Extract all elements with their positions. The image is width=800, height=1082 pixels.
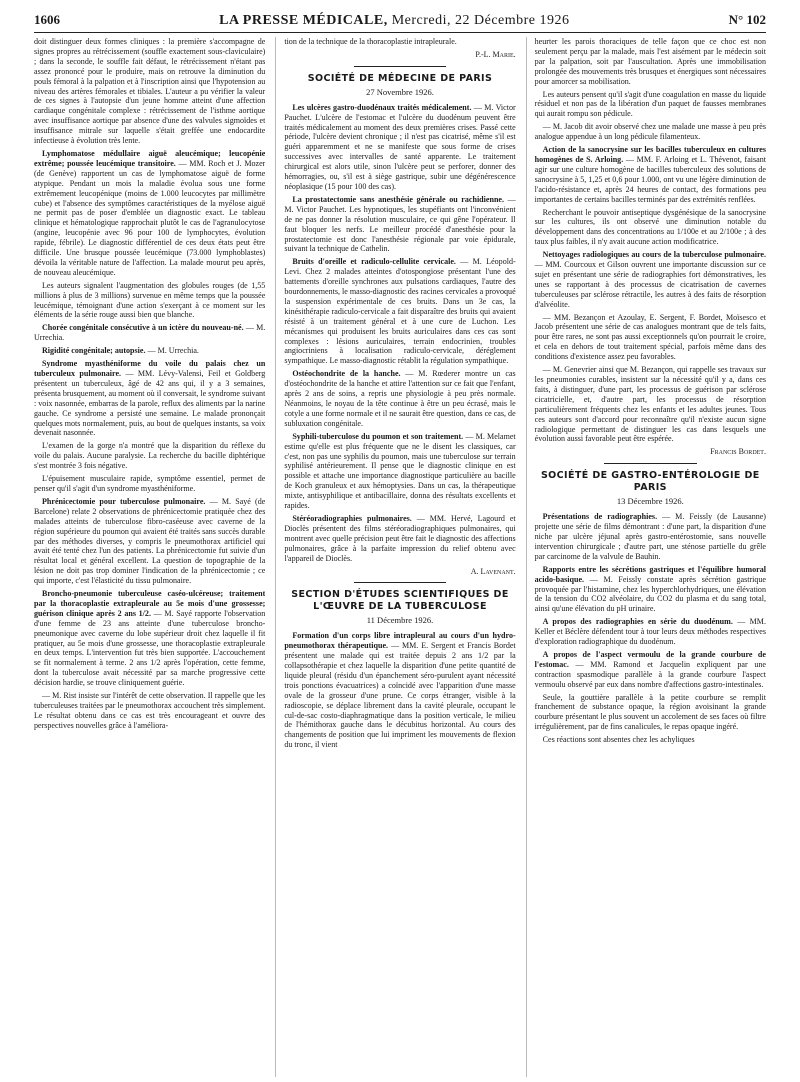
entry-text: — MM. E. Sergent et Francis Bordet présentent une malade qui est traitée depuis 2 ans 1/2 par la collapsothérapie et chez laquelle la disparition d'une petite quantité de liquide pleural (résidu d'un épanchement séro-purulent ayant nécessité trois ponctions évacuatrices) a coïncidé avec l'apparition d'une masse ovale de la grosseur d'une prune. Ce corps étranger, visible à la radioscopie, se déplace librement dans la cavité pleurale, occupant le cul-de-sac costo-diaphragmatique dans la position verticale, le milieu de l'hémithorax gauche dans le décubitus horizontal. Au cours des changements de position que lui impriment les mouvements de flexion du tronc, il vient	[284, 641, 516, 750]
entry-text: — M. Victor Pauchet. Les hypnotiques, les stupéfiants ont l'inconvénient de ne pas donner la résolution musculaire, ce qui gêne l'opérateur. Il faut bloquer les nerfs. Le meilleur procédé d'anesthésie pour la prostatectomie est donc l'anesthésie régionale par voie épidurale, suivant la technique de Cathelin.	[284, 194, 516, 254]
entry-text: — MM. F. Arloing et L. Thévenot, faisant agir sur une culture homogène de bacilles tuberculeux des solutions de sanocrysine à 5, 1,25 et 0,6 pour 1.000, ont vu une légère diminution de l'acido-résistance et, après 24 heures de contact, des formations peu importantes de certains bacilles terminés par des extrémités renflées.	[534, 154, 766, 204]
entry	[535, 650, 766, 690]
signature: Francis Bordet.	[710, 447, 766, 457]
entry-title: Ostéochondrite de la hanche.	[292, 369, 401, 379]
entry	[284, 631, 515, 750]
entry-title: A propos de l'aspect vermoulu de la grande courbure de l'estomac.	[534, 649, 766, 669]
entry	[535, 617, 766, 647]
column-2	[275, 37, 515, 1077]
entry-title: Les ulcères gastro-duodénaux traités médicalement.	[292, 102, 472, 112]
entry-text: — M. Sayé (de Barcelone) relate 2 observations de phrénicectomie pratiquée chez des malades atteints de tuberculose fibro-caséeuse avec caverne de la région supérieure du poumon qui avaient été traités sans succès durable par des méthodes diverses, y compris le pneumothorax artificiel qui avait été tenté chez l'un des patients. La phrénicectomie fut suivie d'un résultat local et général excellent. La question de topographie de la lésion ne doit pas trop dominer l'indication de la phrénicectomie ; ce qui importe, c'est l'élasticité du tissu pulmonaire.	[34, 496, 266, 586]
entry-title: Rigidité congénitale; autopsie.	[42, 346, 146, 356]
entry-title: Syndrome myasthéniforme du voile du palais chez un tuberculeux pulmonaire.	[34, 359, 266, 378]
paragraph: Les auteurs signalent l'augmentation des globules rouges (de 1,55 millions à plus de 3 millions) survenue en même temps que la poussée leucémique, témoignant d'une action s'exerçant à ce moment sur les éléments de la série rouge aussi bien que blanche.	[34, 280, 266, 320]
entry-text: — M. Melamet estime qu'elle est plus fréquente que ne le disent les classiques, car c'est, non pas une syphilis du poumon, mais une tuberculose sur terrain syphilisé antérieurement. Il pense que le diagnostic clinique en est possible et attache une importance diagnostique particulière au bacille de Koch granuleux et aux hémoptysies. Dans un cas, la thérapeutique mixte, antisyphilique et antibacillaire, donna des résultats excellents et rapides.	[284, 431, 516, 511]
paragraph: Ces réactions sont absentes chez les achyliques	[542, 735, 695, 745]
entry-text: — MM. Roch et J. Mozer (de Genève) rapportent un cas de lymphomatose aiguë de forme atypique. Pendant un mois la maladie évolua sous une forme extrêmement leucopénique (moins de 1.000 leucocytes par millimètre cube) et l'absence des symptômes caractéristiques de la myélose aiguë ne permit pas de poser d'emblée un diagnostic exact. Le tableau clinique et hématologique rapprochait plutôt le cas de l'agranulocytose (angine, leucopénie avec 96 pour 100 de lymphocytes, évolution rapide, fébrile). Le diagnostic différentiel de ces deux états peut être difficile. Une brusque poussée leucémique (73.000 lymphoblastes) dévoila la véritable nature de l'affection. La malade mourut peu après, de nouveau aleucémique.	[34, 158, 266, 277]
entry-text: — MM. Keller et Béclère défendent tour à tour leurs deux méthodes respectives d'exploration radiographique du duodénum.	[534, 617, 766, 647]
entry	[284, 195, 515, 254]
text-columns	[34, 37, 766, 1077]
entry-title: Lymphomatose médullaire aiguë aleucémique; leucopénie extrême; poussée leucémique transitoire.	[34, 148, 266, 168]
entry-text: — MM. Lévy-Valensi, Feil et Goldberg présentent un tuberculeux, âgé de 42 ans qui, il y a 3 semaines, présenta brusquement, au moment où il conversait, le syndrome suivant : voix nasonnée, embarras de la parole, reflux des aliments par la narine gauche. Ce syndrome a persisté une semaine. Le malade prononçait quelques mots normalement, puis, au bout de quelques instants, sa voix devenait nasonnée.	[34, 369, 266, 438]
column-3	[526, 37, 766, 1077]
entry-title: Formation d'un corps libre intrapleural au cours d'un hydro-pneumothorax thérapeutique.	[284, 631, 516, 651]
page-number: 1606	[34, 12, 60, 27]
entry	[535, 565, 766, 615]
paragraph: doit distinguer deux formes cliniques : la première s'accompagne de signes propres au rétrécissement (souffle exactement sous-claviculaire) ; dans la seconde, le souffle fait défaut, le rétrécissement n'étant pas assez prononcé pour le produire, mais on retrouve la diminution du pouls fémoral à la palpation et à l'inscription ainsi que l'hypotension au niveau des artères fémorales et tibiales. L'auteur a pu vérifier la valeur de ces signes à l'autopsie d'un jeune homme atteint d'une affection cardiaque congénitale complexe : rétrécissement de l'isthme aortique avec insuffisance aortique par absence d'une des valvules sigmoïdes et insuffisance mitrale sur laquelle s'était greffée une endocardite infectieuse à évolution très lente.	[34, 37, 266, 146]
signature: P.-L. Marie.	[475, 49, 516, 59]
entry-text: — M. Feissly (de Lausanne) projette une série de films démontrant : d'une part, la disparition d'une niche par ulcère jéjunal après gastro-entérostomie, sans nouvelle intervention chirurgicale ; d'autre part, une sténose partielle du grêle par carcinome de la valvule de Bauhin.	[534, 512, 766, 561]
journal-title	[219, 13, 569, 29]
entry-title: Stéréoradiographies pulmonaires.	[292, 513, 412, 523]
journal-name: LA PRESSE MÉDICALE,	[219, 13, 388, 28]
entry-text: — M. Sayé rapporte l'observation d'une femme de 23 ans atteinte d'une tuberculose broncho-pneumonique avec caverne du lobe supérieur droit chez laquelle il fit pratiquer, au 5e mois d'une grossesse, une thoracoplastie extrapleurale en deux temps. L'intervention fut très bien supportée. L'accouchement se fit normalement à terme. 2 ans 1/2 après l'opération, cette femme, dont la tuberculose avait nécessité par sa marche progressive cette décision hardie, se trouve cliniquement guérie.	[34, 608, 266, 688]
entry-title: Phrénicectomie pour tuberculose pulmonaire.	[42, 496, 206, 506]
paragraph: Les auteurs pensent qu'il s'agit d'une coagulation en masse du liquide résiduel et non pas de la libération d'un paquet de fausses membranes qui aurait rompu son pédicule.	[534, 89, 766, 119]
paragraph: tion de la technique de la thoracoplastie intrapleurale.	[284, 37, 457, 46]
entry-title: Présentations de radiographies.	[542, 512, 658, 522]
section-title: SOCIÉTÉ DE MÉDECINE DE PARIS	[307, 72, 493, 84]
entry	[535, 145, 766, 204]
entry-title: Rapports entre les sécrétions gastriques et l'équilibre humoral acido-basique.	[534, 564, 766, 584]
paragraph: heurter les parois thoraciques de telle façon que ce choc est non seulement perçu par la malade, mais l'est aisément par le médecin soit par la palpation, soit par l'auscultation. Après une immobilisation prolongée des mouvements très brusques et énergiques sont nécessaires pour amorcer sa mobilisation.	[534, 37, 766, 86]
entry	[34, 589, 265, 688]
signature: A. Lavenant.	[470, 566, 516, 576]
paragraph: L'épuisement musculaire rapide, symptôme essentiel, permet de penser qu'il s'agit d'un syndrome myasthéniforme.	[34, 474, 266, 493]
entry-title: Bruits d'oreille et radiculo-cellulite cervicale.	[292, 257, 456, 267]
section-date: 13 Décembre 1926.	[616, 496, 684, 507]
entry	[535, 512, 766, 562]
issue-date: Mercredi, 22 Décembre 1926	[391, 13, 570, 28]
entry-title: Syphili-tuberculose du poumon et son traitement.	[292, 431, 464, 441]
entry	[34, 346, 265, 356]
entry-text: — M. Victor Pauchet. L'ulcère de l'estomac et l'ulcère du duodénum peuvent être traités médicalement au moment des deux premières crises. Passé cette période, l'ulcère devient chronique ; il n'est pas cicatrisé, même s'il est guéri apparemment et ne se manifeste que sous forme de crises successives avec intervalles de santé apparente. Le traitement chirurgical est alors utile, sinon l'ulcère peut se perforer, donner des hémorragies, ou, s'il est à siège gastrique, subir une dégénérescence néoplasique (15 pour 100 des cas).	[284, 102, 516, 191]
column-1	[34, 37, 265, 1077]
entry	[34, 323, 265, 343]
paragraph: — M. Genevrier ainsi que M. Bezançon, qui rappelle ses travaux sur les pneumonies curables, insistent sur la nécessité qu'il y a, dans ces faits, à distinguer, d'une part, les processus de guérison par sclérose cicatricielle, et, d'autre part, les processus de résorption particulièrement fréquents chez les enfants et les adultes jeunes. Tous ces auteurs sont d'accord pour reconnaître qu'il n'existe aucun signe radiologique permettant de distinguer les cas dans lesquels une évolution aussi favorable peut être espérée.	[534, 365, 766, 444]
entry-text: — MM. Ramond et Jacquelin expliquent par une contraction spasmodique parallèle à la grande courbure l'aspect vermoulu observé par eux dans nombre d'affections gastro-intestinales.	[534, 659, 766, 689]
entry-text: — MM. Hervé, Lagourd et Dioclès présentent des films stéréoradiographiques pulmonaires, qui montrent avec quelle précision peut être fait le diagnostic des affections pulmonaires, grâce à la parfaite impression du relief obtenu avec l'appareil de Dioclès.	[284, 513, 516, 563]
paragraph: — MM. Bezançon et Azoulay, E. Sergent, F. Bordet, Moïsesco et Jacob présentent une série de cas analogues montrant que de tels faits, pour être rares, ne sont pas aussi exceptionnels qu'on pourrait le croire, et cela en dehors de tout traitement spécial, parfois même dans des conditions d'existence assez peu favorables.	[534, 312, 766, 362]
section-title: SECTION D'ÉTUDES SCIENTIFIQUES DE L'ŒUVRE DE LA TUBERCULOSE	[291, 589, 509, 613]
entry	[284, 103, 515, 192]
entry	[284, 514, 515, 564]
entry-text: — M. Urrechia.	[147, 346, 199, 356]
paragraph: — M. Rist insiste sur l'intérêt de cette observation. Il rappelle que les tuberculeuses traitées par le pneumothorax accouchent très simplement. Le résultat obtenu dans ce cas est très encourageant et ouvre des perspectives nouvelles grâce à l'améliora-	[34, 691, 266, 730]
section-date: 27 Novembre 1926.	[366, 86, 434, 97]
section-divider	[604, 463, 697, 464]
entry-text: — M. Urrechia.	[34, 323, 266, 343]
paragraph: Recherchant le pouvoir antiseptique dysgénésique de la sanocrysine sur les cultures, ils ont observé une diminution notable du développement dans des concentrations au 1/100e et au 2/100e ; à des taux plus faibles, il n'y avait aucune action modificatrice.	[534, 207, 766, 247]
entry-title: Nettoyages radiologiques au cours de la tuberculose pulmonaire.	[542, 250, 766, 260]
section-divider	[354, 66, 447, 67]
entry-title: A propos des radiographies en série du duodénum.	[542, 617, 733, 627]
entry-title: Broncho-pneumonie tuberculeuse caséo-ulcéreuse; traitement par la thoracoplastie extrapleurale au 5e mois d'une grossesse; guérison clinique après 2 ans 1/2.	[34, 589, 266, 618]
page-header	[34, 12, 766, 33]
entry	[284, 432, 515, 511]
section-title: SOCIÉTÉ DE GASTRO-ENTÉROLOGIE DE PARIS	[540, 470, 760, 494]
entry	[284, 369, 515, 428]
entry-title: Action de la sanocrysine sur les bacilles tuberculeux en cultures homogènes de S. Arloing.	[534, 145, 766, 164]
entry-text: — M. Léopold-Levi. Chez 2 malades atteintes d'otospongiose présentant l'une des battements d'oreille synchrones aux pulsations cardiaques, l'autre des bourdonnements, le masso-diagnostic des racines cervicales a provoqué la suspension expérimentale de ces bruits. Dans un 3e cas, la kinésithérapie radiculo-cervicale a fait disparaître des bruits qui avaient résisté à un traitement général et à une cure de Luchon. Les mécanismes qui produisent les bruits auriculaires dans ces cas sont complexes : lésions auriculaires, terrain endocrinien, troubles angiocriniens à localisation radiculo-cervicale, déréglement sympathique. Le masso-diagnostic rétablit la régulation sympathique.	[284, 257, 516, 366]
entry	[34, 359, 265, 438]
entry	[34, 149, 265, 278]
entry-text: — M. Feissly constate après sécrétion gastrique provoquée par l'histamine, chez les hyperchlorhydriques, une élévation de la tension du CO2 alvéolaire, du CO2 du plasma et du sang total, ainsi qu'une élévation du pH urinaire.	[534, 574, 766, 614]
section-divider	[354, 582, 447, 583]
paragraph: L'examen de la gorge n'a montré que la disparition du réflexe du voile du palais. Aucune paralysie. La recherche du bacille diphtérique s'est montrée 3 fois négative.	[34, 441, 266, 471]
issue-number: N° 102	[728, 12, 766, 27]
paragraph: Seule, la gouttière parallèle à la petite courbure se remplit franchement de substance opaque, la région avoisinant la grande courbure présentant le plus souvent un accolement de ses faces où filtre irrégulièrement, par de fins canalicules, le repas opaque ingéré.	[534, 692, 766, 732]
paragraph: — M. Jacob dit avoir observé chez une malade une masse à peu près analogue appendue à un long pédicule filamenteux.	[534, 122, 766, 142]
entry-title: La prostatectomie sans anesthésie générale ou rachidienne.	[292, 194, 505, 204]
entry	[535, 250, 766, 309]
entry-text: — MM. Courcoux et Gilson ouvrent une importante discussion sur ce sujet en présentant une série de radiographies fort démonstratives, les unes se rapportant à des processus de cicatrisation de cavernes tuberculeuses par sclérose rétractile, les autres à des faits de résorption d'alvéolite.	[534, 260, 766, 309]
entry-title: Chorée congénitale consécutive à un ictère du nouveau-né.	[42, 323, 244, 333]
entry	[34, 497, 265, 586]
section-date: 11 Décembre 1926.	[366, 615, 434, 626]
entry-text: — M. Rœderer montre un cas d'ostéochondrite de la hanche et attire l'attention sur ce fait que l'enfant, après 2 ans de soins, a repris une physiologie à peu près normale. Néanmoins, le noyau de la tête continue à être un peu écrasé, mais le cotyle a une forme normale et il ne saurait être question, dans ce cas, de subluxation congénitale.	[284, 369, 516, 428]
entry	[284, 257, 515, 366]
